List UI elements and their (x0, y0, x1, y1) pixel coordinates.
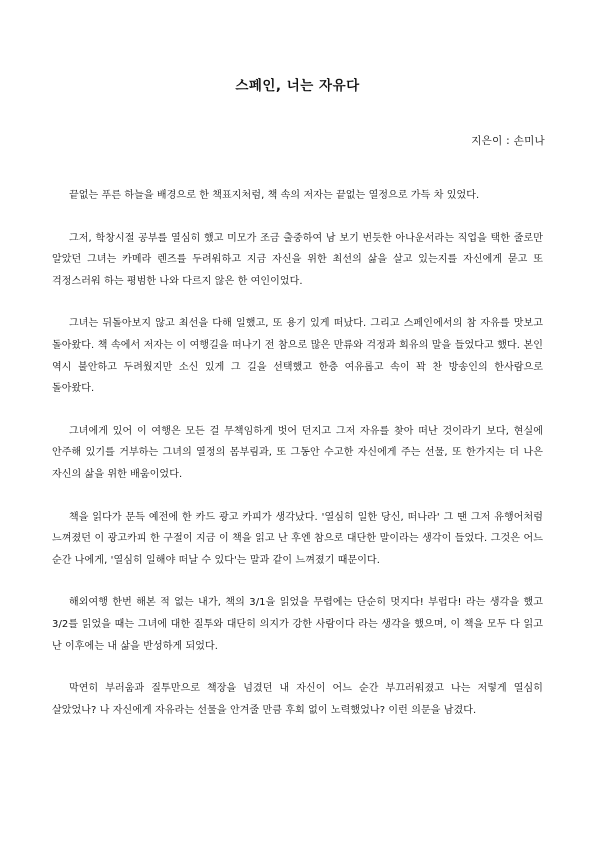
paragraph: 책을 읽다가 문득 예전에 한 카드 광고 카피가 생각났다. '열심히 일한 당신, 떠나라' 그 땐 그저 유행어처럼 느껴졌던 이 광고카피 한 구절이 지금 이 책을 읽고 난 후엔 참으로 대단한 말이라는 생각이 들었다. 그것은 어느 순간 나에게, '열심히 일해야 떠날 수 있다'는 말과 같이 느껴졌기 때문이다. (52, 511, 543, 566)
paragraph: 끝없는 푸른 하늘을 배경으로 한 책표지처럼, 책 속의 저자는 끝없는 열정으로 가득 차 있었다. (69, 190, 480, 201)
paragraph: 그저, 학창시절 공부를 열심히 했고 미모가 조금 출중하여 남 보기 번듯한 아나운서라는 직업을 택한 줄로만 알았던 그녀는 카메라 렌즈를 두려워하고 지금 자신을 위한 최선의 삶을 살고 있는지를 자신에게 묻고 또 걱정스러워 하는 평범한 나와 다르지 않은 한 여인이었다. (52, 232, 543, 287)
paragraph: 해외여행 한번 해본 적 없는 내가, 책의 3/1을 읽었을 무렵에는 단순히 멋지다! 부럽다! 라는 생각을 했고 3/2를 읽었을 때는 그녀에 대한 질투와 대단히 의지가 강한 사람이다 라는 생각을 했으며, 이 책을 모두 다 읽고 난 이후에는 내 삶을 반성하게 되었다. (52, 597, 543, 652)
document-body (52, 185, 543, 742)
author-line: 지은이 : 손미나 (471, 135, 545, 147)
paragraph: 그녀는 뒤돌아보지 않고 최선을 다해 일했고, 또 용기 있게 떠났다. 그리고 스페인에서의 참 자유를 맛보고 돌아왔다. 책 속에서 저자는 이 여행길을 떠나기 전 참으로 많은 만류와 걱정과 회유의 말을 들었다고 했다. 본인 역시 불안하고 두려웠지만 소신 있게 그 길을 선택했고 한층 여유롭고 속이 꽉 찬 방송인의 한사람으로 돌아왔다. (52, 318, 543, 395)
document-title: 스페인, 너는 자유다 (235, 78, 360, 94)
paragraph: 막연히 부러움과 질투만으로 책장을 넘겼던 내 자신이 어느 순간 부끄러워졌고 나는 저렇게 열심히 살았었나? 나 자신에게 자유라는 선물을 안겨줄 만큼 후회 없이 노력했었나? 이런 의문을 남겼다. (52, 683, 543, 716)
paragraph: 그녀에게 있어 이 여행은 모든 걸 무책임하게 벗어 던지고 그저 자유를 찾아 떠난 것이라기 보다, 현실에 안주해 있기를 거부하는 그녀의 열정의 몸부림과, 또 그동안 수고한 자신에게 주는 선물, 또 한가지는 더 나은 자신의 삶을 위한 배움이었다. (52, 425, 543, 480)
